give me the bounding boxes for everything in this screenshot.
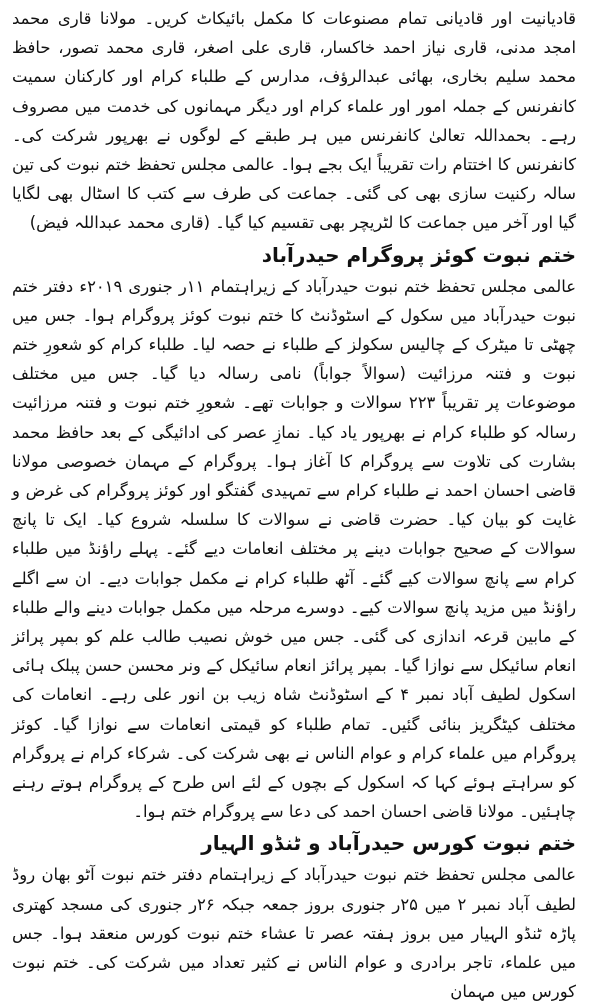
quiz-program-heading: ختم نبوت کوئز پروگرام حیدرآباد [261,242,576,267]
conference-report-paragraph [12,4,576,238]
quiz-program-paragraph: عالمی مجلس تحفظ ختم نبوت حیدرآباد کے زیراہتمام ۱۱ر جنوری ۲۰۱۹ء دفتر ختم نبوت حیدرآباد میں سکول کے اسٹوڈنٹ کا ختم نبوت کوئز پروگرام ہوا۔ جس میں چھٹی تا میٹرک کے چالیس سکولز کے طلباء نے حصہ لیا۔ طلباء کرام کو شعورِ ختم نبوت و فتنہ مرزائیت (سوالاً جواباً) نامی رسالہ دیا گیا۔ جس میں مختلف موضوعات پر تقریباً ۲۲۳ سوالات و جوابات تھے۔ شعورِ ختم نبوت و فتنہ مرزائیت رسالہ کو طلباء کرام نے بھرپور یاد کیا۔ نمازِ عصر کی ادائیگی کے بعد حافظ محمد بشارت کی تلاوت سے پروگرام کا آغاز ہوا۔ پروگرام کے مہمان خصوصی مولانا قاضی احسان احمد نے طلباء کرام سے تمہیدی گفتگو اور کوئز پروگرام کی غرض و غایت کو بیان کیا۔ حضرت قاضی نے سوالات کا سلسلہ شروع کیا۔ ایک تا پانچ سوالات کے صحیح جوابات دینے پر مختلف انعامات دیے گئے۔ پہلے راؤنڈ میں طلباء کرام سے پانچ سوالات کیے گئے۔ آٹھ طلباء کرام نے مکمل جوابات دیے۔ ان سے اگلے راؤنڈ میں مزید پانچ سوالات کیے۔ دوسرے مرحلہ میں مکمل جوابات دینے والے طلباء کے مابین قرعہ اندازی کی گئی۔ جس میں خوش نصیب طالب علم کو بمپر پرائز انعام سائیکل سے نوازا گیا۔ بمپر پرائز انعام سائیکل کے ونر محسن حسن پبلک ہائی اسکول لطیف آباد نمبر ۴ کے اسٹوڈنٹ شاہ زیب بن انور علی رہے۔ انعامات کی مختلف کیٹگریز بنائی گئیں۔ تمام طلباء کو قیمتی انعامات سے نوازا گیا۔ کوئز پروگرام میں علماء کرام و عوام الناس نے بھی شرکت کی۔ شرکاء کرام نے پروگرام کو سراہتے ہوئے کہا کہ اسکول کے بچوں کے لئے اس طرح کے پروگرام ہوتے رہنے چاہئیں۔ مولانا قاضی احسان احمد کی دعا سے پروگرام ختم ہوا۔ [12,276,576,822]
conference-report-text: قادیانیت اور قادیانی تمام مصنوعات کا مکمل بائیکاٹ کریں۔ مولانا قاری محمد امجد مدنی، قاری نیاز احمد خاکسار، قاری علی اصغر، قاری محمد تصور، حافظ محمد سلیم بخاری، بھائی عبدالرؤف، مدارس کے طلباء کرام اور کارکنان سمیت کانفرنس کے جملہ امور اور علماء کرام اور دیگر مہمانوں کی خدمت میں مصروف رہے۔ بحمداللہ تعالیٰ کانفرنس میں ہر طبقے کے لوگوں نے بھرپور شرکت کی۔ کانفرنس کا اختتام رات تقریباً ایک بجے ہوا۔ عالمی مجلس تحفظ ختم نبوت کی تین سالہ رکنیت سازی بھی کی گئی۔ جماعت کی طرف سے کتب کا اسٹال بھی لگایا گیا اور آخر میں جماعت کا لٹریچر بھی تقسیم کیا گیا۔ [12,9,576,233]
author-byline: (قاری محمد عبداللہ فیض) [29,213,210,233]
course-heading: ختم نبوت کورس حیدرآباد و ٹنڈو الہیار [201,831,576,856]
course-paragraph: عالمی مجلس تحفظ ختم نبوت حیدرآباد کے زیراہتمام دفتر ختم نبوت آٹو بھان روڈ لطیف آباد نمبر ۲ میں ۲۵ر جنوری بروز جمعہ جبکہ ۲۶ر جنوری کی مسجد کھتری پاڑہ ٹنڈو الہیار میں بروز ہفتہ عصر تا عشاء ختم نبوت کورس منعقد ہوا۔ جس میں علماء، تاجر برادری و عوام الناس نے کثیر تعداد میں شرکت کی۔ ختم نبوت کورس میں مہمان [12,865,577,1002]
